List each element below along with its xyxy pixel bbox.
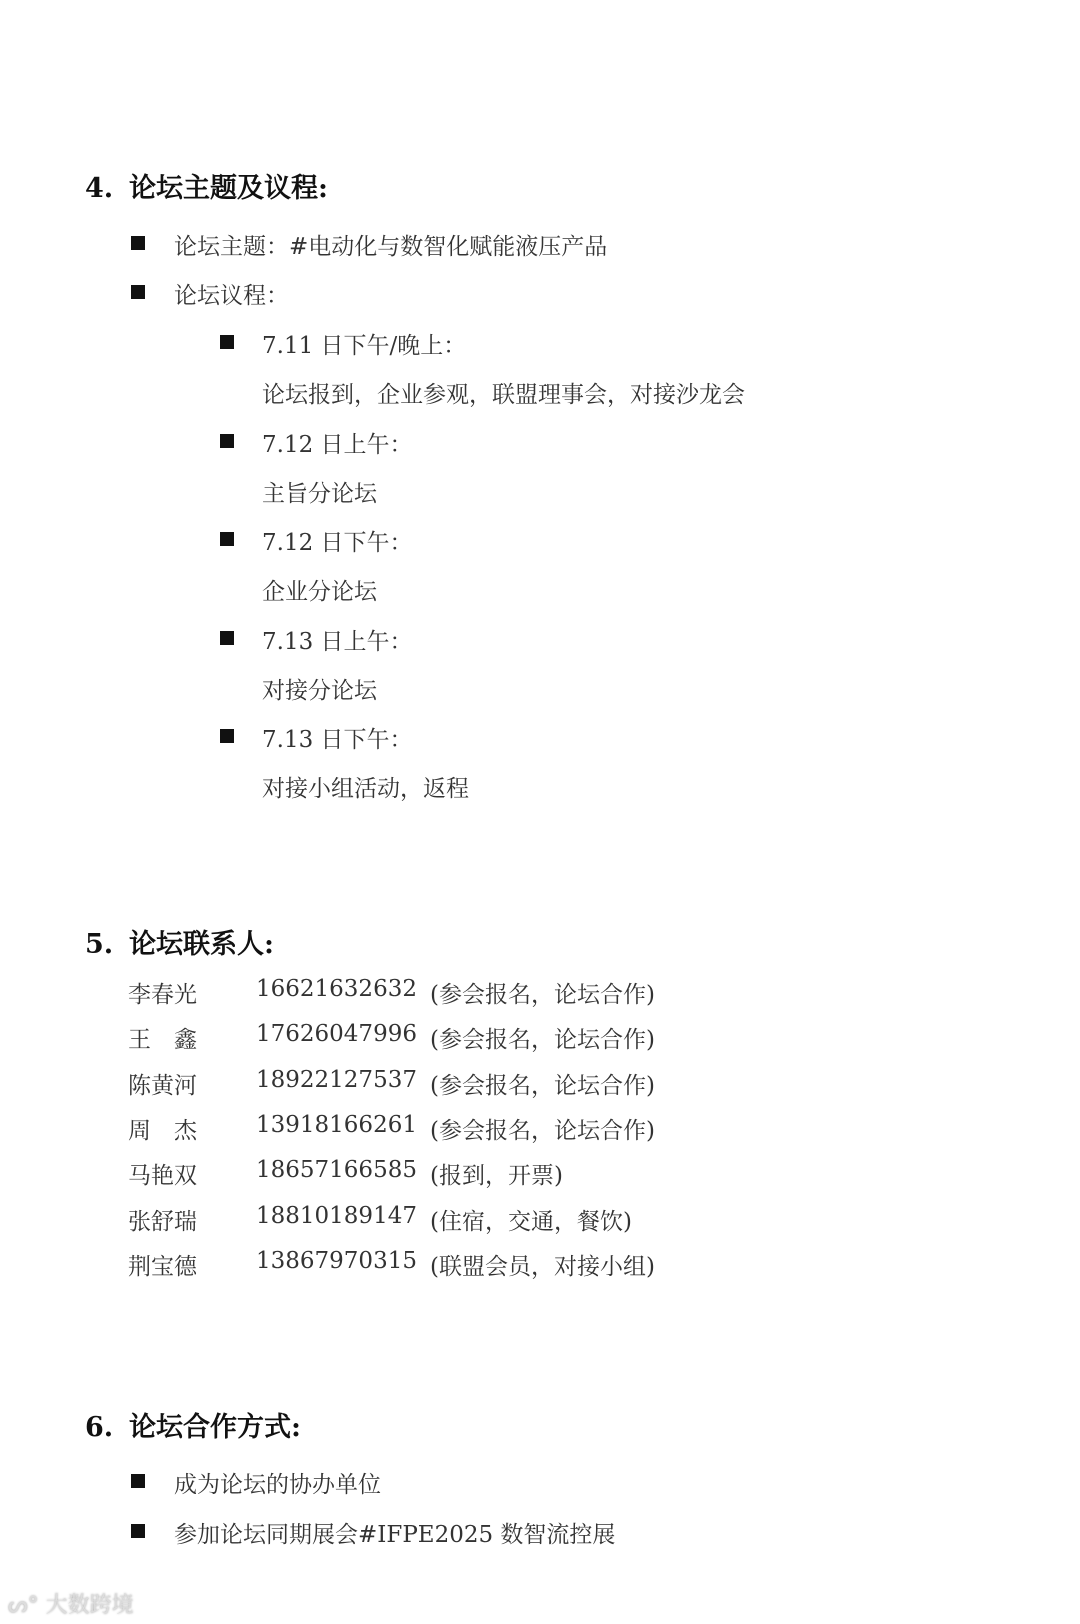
contact-name: 马艳双 bbox=[128, 1163, 197, 1190]
agenda-time: 7.13 日上午： bbox=[262, 628, 413, 655]
contact-phone: 18922127537 bbox=[256, 1066, 417, 1093]
section-title: 论坛主题及议程: bbox=[129, 173, 328, 204]
watermark-text: 大数跨境 bbox=[45, 1593, 134, 1618]
sub-bullet-icon bbox=[220, 631, 234, 645]
bullet-icon bbox=[131, 236, 145, 250]
contact-phone: 13867970315 bbox=[256, 1247, 417, 1274]
contact-role: (参会报名，论坛合作) bbox=[430, 1117, 655, 1144]
agenda-content: 企业分论坛 bbox=[262, 579, 377, 605]
contact-name: 张舒瑞 bbox=[128, 1208, 197, 1235]
contact-role: (参会报名，论坛合作) bbox=[430, 1027, 655, 1054]
contact-phone: 18810189147 bbox=[256, 1202, 417, 1229]
contact-role: (住宿，交通，餐饮) bbox=[430, 1208, 632, 1235]
contact-name: 王 鑫 bbox=[128, 1027, 197, 1054]
agenda-label: 论坛议程： bbox=[174, 283, 289, 309]
agenda-time: 7.12 日下午： bbox=[262, 530, 413, 556]
contact-phone: 17626047996 bbox=[256, 1021, 417, 1048]
agenda-content: 论坛报到，企业参观，联盟理事会，对接沙龙会 bbox=[262, 382, 745, 408]
agenda-content: 对接小组活动，返程 bbox=[262, 776, 469, 802]
section-number: 4. bbox=[85, 173, 114, 204]
section-4-heading bbox=[85, 166, 328, 205]
agenda-time: 7.11 日下午/晚上： bbox=[262, 333, 467, 359]
agenda-content: 对接分论坛 bbox=[262, 677, 377, 704]
section-number: 6. bbox=[85, 1412, 114, 1443]
contact-phone: 13918166261 bbox=[256, 1111, 417, 1138]
section-5-heading bbox=[85, 922, 274, 961]
sub-bullet-icon bbox=[220, 335, 234, 349]
contact-phone: 16621632632 bbox=[256, 976, 417, 1002]
agenda-time: 7.13 日下午： bbox=[262, 727, 413, 753]
bullet-icon bbox=[131, 285, 145, 299]
contact-role: (联盟会员，对接小组) bbox=[430, 1253, 655, 1280]
contact-role: (参会报名，论坛合作) bbox=[430, 982, 655, 1008]
section-number: 5. bbox=[85, 929, 114, 960]
section-6-heading bbox=[85, 1405, 301, 1444]
cooperation-item: 参加论坛同期展会#IFPE2025 数智流控展 bbox=[174, 1522, 616, 1548]
contact-role: (报到，开票) bbox=[430, 1163, 563, 1190]
sub-bullet-icon bbox=[220, 729, 234, 743]
sub-bullet-icon bbox=[220, 434, 234, 448]
section-title: 论坛合作方式: bbox=[129, 1412, 301, 1443]
contact-name: 周 杰 bbox=[128, 1117, 197, 1144]
contact-name: 陈黄河 bbox=[128, 1072, 197, 1099]
agenda-content: 主旨分论坛 bbox=[262, 480, 377, 507]
watermark-logo: ᔕ° 大数跨境 bbox=[8, 1593, 134, 1618]
contact-phone: 18657166585 bbox=[256, 1157, 417, 1184]
contact-role: (参会报名，论坛合作) bbox=[430, 1072, 655, 1099]
sub-bullet-icon bbox=[220, 532, 234, 546]
bullet-icon bbox=[131, 1524, 145, 1538]
bullet-icon bbox=[131, 1474, 145, 1488]
forum-theme: 论坛主题：#电动化与数智化赋能液压产品 bbox=[174, 234, 608, 260]
section-title: 论坛联系人: bbox=[129, 929, 274, 960]
contact-name: 李春光 bbox=[128, 982, 197, 1008]
agenda-time: 7.12 日上午： bbox=[262, 431, 413, 458]
cooperation-item: 成为论坛的协办单位 bbox=[174, 1472, 381, 1498]
contact-name: 荆宝德 bbox=[128, 1253, 197, 1280]
